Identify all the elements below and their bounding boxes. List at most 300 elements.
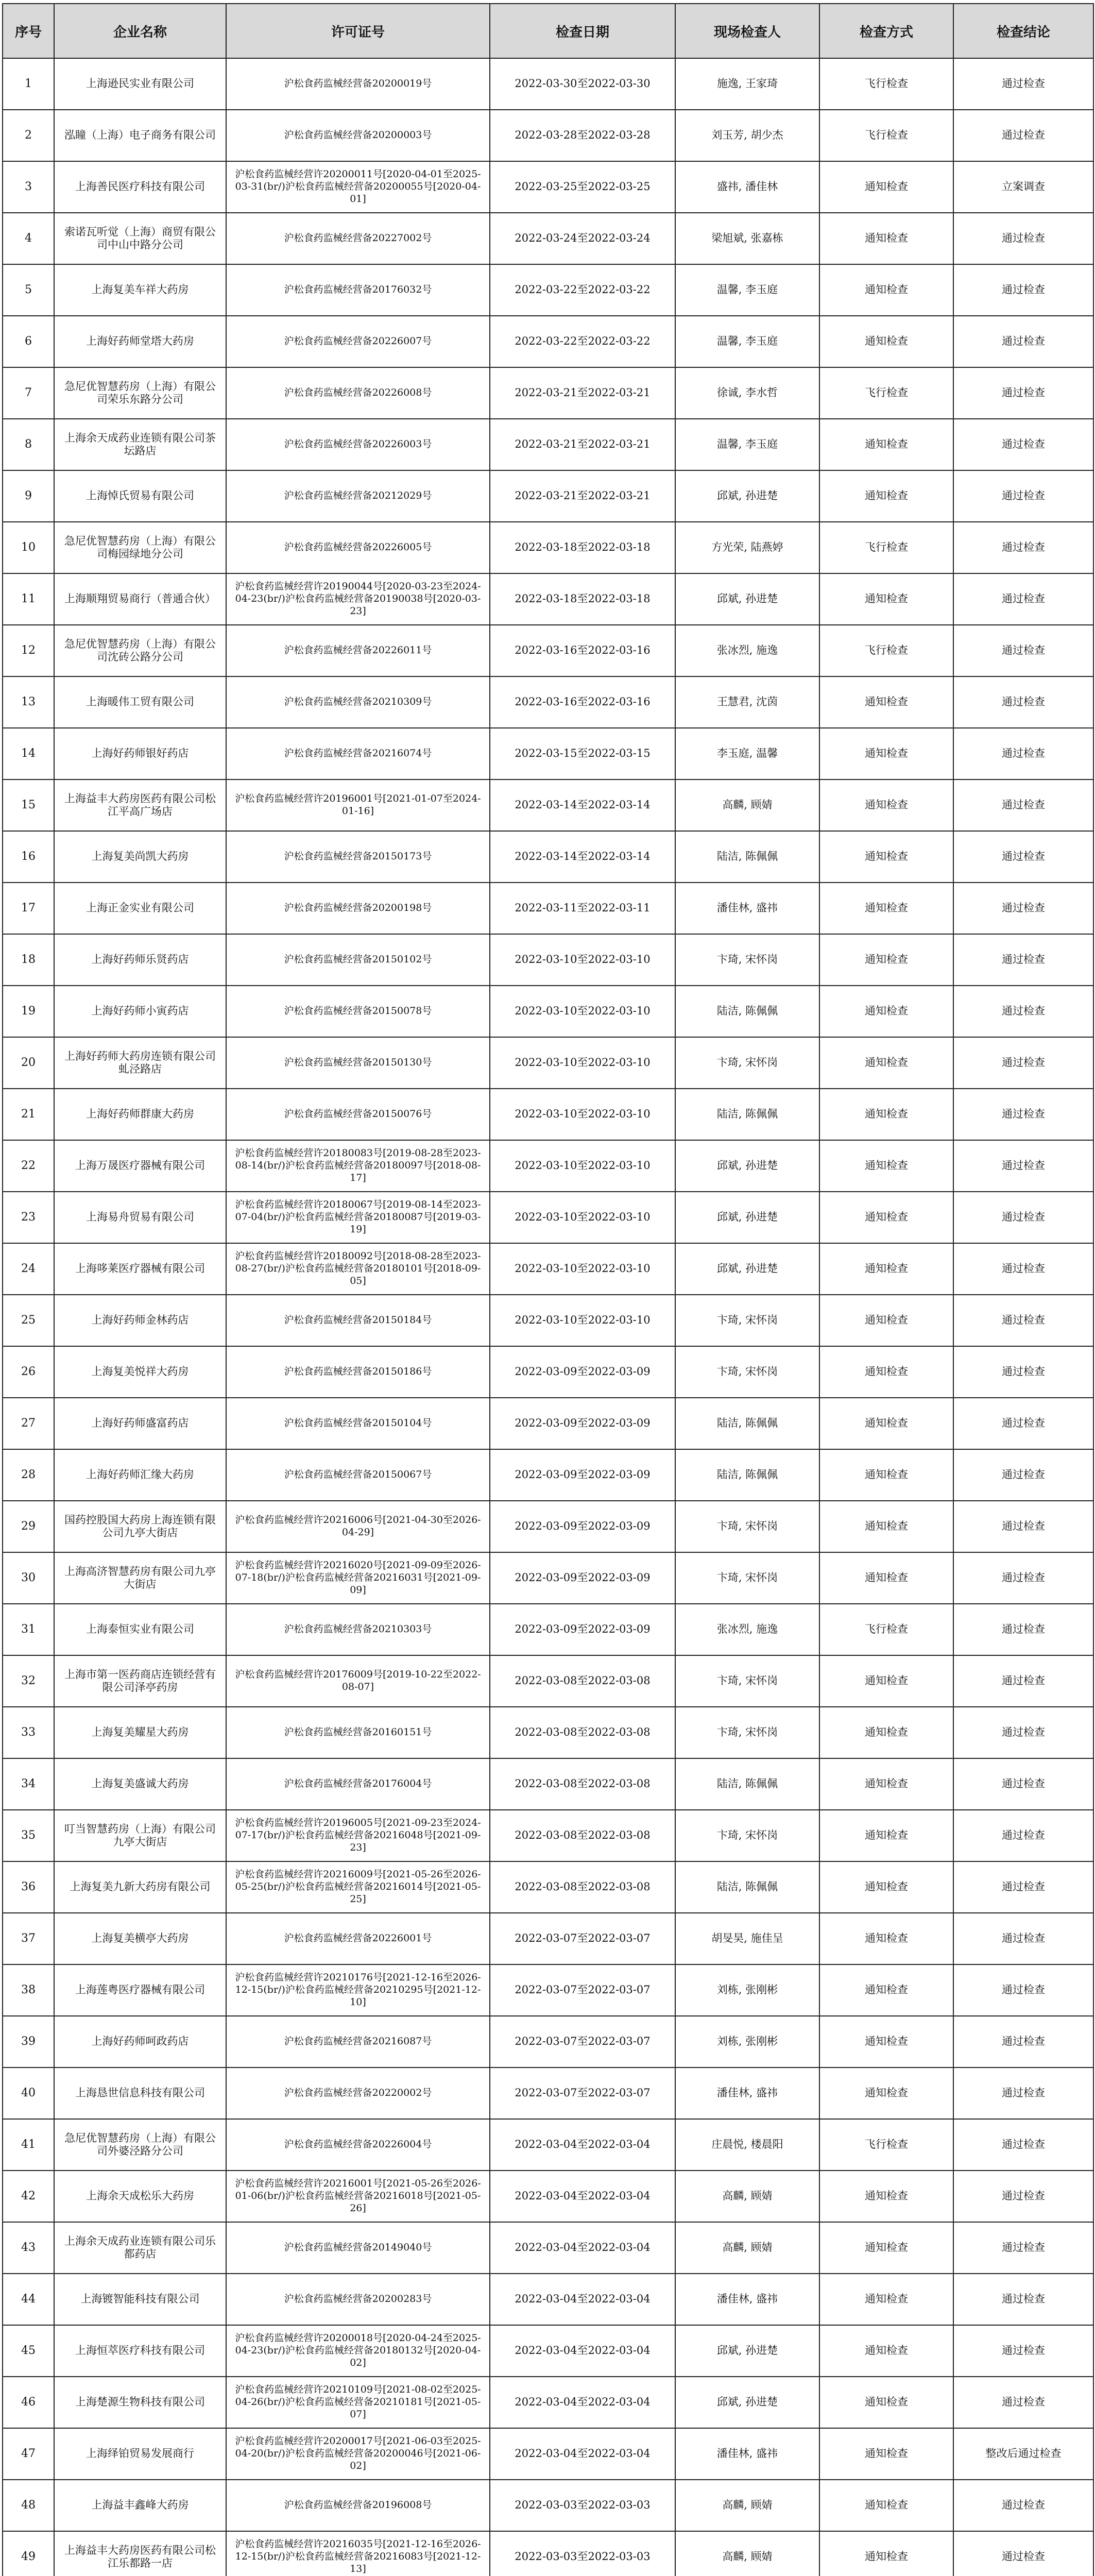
cell-date: 2022-03-09至2022-03-09	[490, 1552, 675, 1604]
cell-index: 20	[3, 1037, 54, 1089]
cell-license: 沪松食药监械经营备20150104号	[226, 1398, 490, 1449]
cell-date: 2022-03-10至2022-03-10	[490, 934, 675, 986]
cell-license: 沪松食药监械经营备20226005号	[226, 522, 490, 573]
table-row	[3, 831, 1093, 883]
cell-result: 通过检查	[953, 573, 1093, 625]
cell-index: 5	[3, 264, 54, 316]
cell-result: 通过检查	[953, 2119, 1093, 2171]
table-row	[3, 986, 1093, 1037]
cell-result: 通过检查	[953, 2016, 1093, 2067]
cell-method: 通知检查	[819, 1552, 953, 1604]
cell-date: 2022-03-10至2022-03-10	[490, 1140, 675, 1192]
cell-method: 通知检查	[819, 986, 953, 1037]
cell-license: 沪松食药监械经营许20180092号[2018-08-28至2023-08-27(br/)沪松食药监械经营备20180101号[2018-09-05]	[226, 1243, 490, 1295]
cell-license: 沪松食药监械经营备20150067号	[226, 1449, 490, 1501]
table-row	[3, 2377, 1093, 2428]
cell-method: 通知检查	[819, 1707, 953, 1758]
cell-date: 2022-03-10至2022-03-10	[490, 1037, 675, 1089]
cell-company: 上海复美尚凯大药房	[54, 831, 226, 883]
cell-date: 2022-03-22至2022-03-22	[490, 264, 675, 316]
cell-inspector: 卞琦, 宋怀岗	[675, 934, 819, 986]
cell-result: 通过检查	[953, 1346, 1093, 1398]
cell-inspector: 邱斌, 孙进楚	[675, 573, 819, 625]
cell-date: 2022-03-09至2022-03-09	[490, 1449, 675, 1501]
cell-date: 2022-03-08至2022-03-08	[490, 1655, 675, 1707]
cell-method: 飞行检查	[819, 58, 953, 110]
cell-method: 通知检查	[819, 831, 953, 883]
cell-license: 沪松食药监械经营备20150186号	[226, 1346, 490, 1398]
cell-index: 24	[3, 1243, 54, 1295]
cell-license: 沪松食药监械经营许20176009号[2019-10-22至2022-08-07]	[226, 1655, 490, 1707]
cell-inspector: 徐诚, 李水哲	[675, 367, 819, 419]
cell-inspector: 邱斌, 孙进楚	[675, 1192, 819, 1243]
table-row	[3, 213, 1093, 264]
cell-result: 通过检查	[953, 2531, 1093, 2576]
cell-inspector: 邱斌, 孙进楚	[675, 1140, 819, 1192]
cell-result: 通过检查	[953, 1861, 1093, 1913]
cell-inspector: 陆洁, 陈佩佩	[675, 986, 819, 1037]
table-row	[3, 676, 1093, 728]
cell-method: 通知检查	[819, 161, 953, 213]
cell-company: 上海好药师汇缘大药房	[54, 1449, 226, 1501]
cell-company: 索诺瓦听觉（上海）商贸有限公司中山中路分公司	[54, 213, 226, 264]
cell-company: 叮当智慧药房（上海）有限公司九亭大街店	[54, 1810, 226, 1861]
cell-date: 2022-03-04至2022-03-04	[490, 2171, 675, 2222]
cell-result: 通过检查	[953, 58, 1093, 110]
table-row	[3, 264, 1093, 316]
table-row	[3, 58, 1093, 110]
table-row	[3, 1037, 1093, 1089]
cell-company: 上海益丰大药房医药有限公司松江平高广场店	[54, 779, 226, 831]
table-row	[3, 1243, 1093, 1295]
table-row	[3, 934, 1093, 986]
cell-inspector: 高麟, 顾婧	[675, 2480, 819, 2531]
table-row	[3, 1449, 1093, 1501]
table-row	[3, 1346, 1093, 1398]
table-row	[3, 161, 1093, 213]
cell-license: 沪松食药监械经营许20196005号[2021-09-23至2024-07-17(br/)沪松食药监械经营备20216048号[2021-09-23]	[226, 1810, 490, 1861]
cell-result: 通过检查	[953, 522, 1093, 573]
cell-license: 沪松食药监械经营备20216087号	[226, 2016, 490, 2067]
cell-index: 11	[3, 573, 54, 625]
cell-index: 37	[3, 1913, 54, 1964]
cell-method: 通知检查	[819, 2377, 953, 2428]
table-row	[3, 1758, 1093, 1810]
cell-date: 2022-03-04至2022-03-04	[490, 2274, 675, 2325]
table-row	[3, 2325, 1093, 2377]
cell-company: 上海悼氏贸易有限公司	[54, 470, 226, 522]
cell-result: 通过检查	[953, 779, 1093, 831]
table-row	[3, 1655, 1093, 1707]
cell-method: 通知检查	[819, 1140, 953, 1192]
table-row	[3, 110, 1093, 161]
cell-company: 上海高济智慧药房有限公司九亭大街店	[54, 1552, 226, 1604]
cell-index: 27	[3, 1398, 54, 1449]
cell-method: 通知检查	[819, 1501, 953, 1552]
cell-result: 通过检查	[953, 2171, 1093, 2222]
cell-company: 上海好药师金林药店	[54, 1295, 226, 1346]
cell-license: 沪松食药监械经营备20176032号	[226, 264, 490, 316]
cell-method: 通知检查	[819, 779, 953, 831]
cell-inspector: 卞琦, 宋怀岗	[675, 1707, 819, 1758]
cell-inspector: 盛祎, 潘佳林	[675, 161, 819, 213]
cell-date: 2022-03-22至2022-03-22	[490, 316, 675, 367]
cell-company: 上海万晟医疗器械有限公司	[54, 1140, 226, 1192]
cell-company: 上海益丰大药房医药有限公司松江乐都路一店	[54, 2531, 226, 2576]
cell-result: 通过检查	[953, 2274, 1093, 2325]
cell-index: 15	[3, 779, 54, 831]
cell-result: 通过检查	[953, 1243, 1093, 1295]
cell-company: 上海复美悦祥大药房	[54, 1346, 226, 1398]
cell-license: 沪松食药监械经营备20200003号	[226, 110, 490, 161]
cell-company: 上海楚源生物科技有限公司	[54, 2377, 226, 2428]
cell-date: 2022-03-18至2022-03-18	[490, 522, 675, 573]
cell-method: 通知检查	[819, 1398, 953, 1449]
cell-date: 2022-03-04至2022-03-04	[490, 2222, 675, 2274]
cell-date: 2022-03-04至2022-03-04	[490, 2119, 675, 2171]
cell-date: 2022-03-04至2022-03-04	[490, 2377, 675, 2428]
cell-date: 2022-03-14至2022-03-14	[490, 779, 675, 831]
cell-company: 上海好药师呵政药店	[54, 2016, 226, 2067]
cell-index: 4	[3, 213, 54, 264]
cell-index: 19	[3, 986, 54, 1037]
cell-result: 通过检查	[953, 986, 1093, 1037]
cell-index: 34	[3, 1758, 54, 1810]
cell-method: 通知检查	[819, 2222, 953, 2274]
cell-index: 35	[3, 1810, 54, 1861]
header-index: 序号	[3, 4, 54, 58]
table-row	[3, 1707, 1093, 1758]
cell-date: 2022-03-04至2022-03-04	[490, 2428, 675, 2480]
cell-index: 30	[3, 1552, 54, 1604]
cell-license: 沪松食药监械经营许20216009号[2021-05-26至2026-05-25(br/)沪松食药监械经营备20216014号[2021-05-25]	[226, 1861, 490, 1913]
cell-license: 沪松食药监械经营备20227002号	[226, 213, 490, 264]
cell-inspector: 温馨, 李玉庭	[675, 419, 819, 470]
cell-inspector: 刘栋, 张刚彬	[675, 1964, 819, 2016]
cell-company: 上海绎铂贸易发展商行	[54, 2428, 226, 2480]
cell-inspector: 张冰烈, 施逸	[675, 1604, 819, 1655]
cell-company: 上海逊民实业有限公司	[54, 58, 226, 110]
cell-method: 通知检查	[819, 1192, 953, 1243]
cell-date: 2022-03-08至2022-03-08	[490, 1707, 675, 1758]
cell-method: 通知检查	[819, 2480, 953, 2531]
cell-index: 8	[3, 419, 54, 470]
cell-index: 9	[3, 470, 54, 522]
cell-company: 上海正金实业有限公司	[54, 883, 226, 934]
cell-result: 整改后通过检查	[953, 2428, 1093, 2480]
table-row	[3, 1913, 1093, 1964]
cell-result: 通过检查	[953, 1810, 1093, 1861]
table-row	[3, 1861, 1093, 1913]
cell-company: 上海哆莱医疗器械有限公司	[54, 1243, 226, 1295]
cell-method: 通知检查	[819, 1861, 953, 1913]
cell-license: 沪松食药监械经营备20150102号	[226, 934, 490, 986]
table-row	[3, 2274, 1093, 2325]
cell-result: 通过检查	[953, 1964, 1093, 2016]
cell-date: 2022-03-16至2022-03-16	[490, 625, 675, 676]
cell-index: 29	[3, 1501, 54, 1552]
cell-date: 2022-03-30至2022-03-30	[490, 58, 675, 110]
cell-index: 21	[3, 1089, 54, 1140]
cell-index: 2	[3, 110, 54, 161]
cell-date: 2022-03-04至2022-03-04	[490, 2325, 675, 2377]
cell-result: 通过检查	[953, 1398, 1093, 1449]
cell-result: 通过检查	[953, 367, 1093, 419]
cell-inspector: 高麟, 顾婧	[675, 2222, 819, 2274]
cell-license: 沪松食药监械经营许20210109号[2021-08-02至2025-04-26(br/)沪松食药监械经营备20210181号[2021-05-07]	[226, 2377, 490, 2428]
cell-date: 2022-03-14至2022-03-14	[490, 831, 675, 883]
cell-inspector: 潘佳林, 盛祎	[675, 883, 819, 934]
cell-company: 上海顺翔贸易商行（普通合伙）	[54, 573, 226, 625]
cell-index: 38	[3, 1964, 54, 2016]
cell-license: 沪松食药监械经营许20200018号[2020-04-24至2025-04-23(br/)沪松食药监械经营备20180132号[2020-04-02]	[226, 2325, 490, 2377]
cell-index: 36	[3, 1861, 54, 1913]
cell-inspector: 梁旭斌, 张嘉栋	[675, 213, 819, 264]
cell-inspector: 刘玉芳, 胡少杰	[675, 110, 819, 161]
cell-license: 沪松食药监械经营备20226003号	[226, 419, 490, 470]
cell-method: 通知检查	[819, 1655, 953, 1707]
cell-company: 泓瞳（上海）电子商务有限公司	[54, 110, 226, 161]
cell-company: 上海复美车祥大药房	[54, 264, 226, 316]
table-row	[3, 1552, 1093, 1604]
cell-date: 2022-03-24至2022-03-24	[490, 213, 675, 264]
cell-license: 沪松食药监械经营备20216074号	[226, 728, 490, 779]
cell-license: 沪松食药监械经营备20212029号	[226, 470, 490, 522]
cell-date: 2022-03-08至2022-03-08	[490, 1758, 675, 1810]
cell-company: 上海好药师小寅药店	[54, 986, 226, 1037]
cell-index: 6	[3, 316, 54, 367]
cell-inspector: 温馨, 李玉庭	[675, 316, 819, 367]
cell-inspector: 邱斌, 孙进楚	[675, 470, 819, 522]
cell-index: 48	[3, 2480, 54, 2531]
table-header	[3, 4, 1093, 58]
cell-company: 上海复美九新大药房有限公司	[54, 1861, 226, 1913]
table-row	[3, 1398, 1093, 1449]
cell-license: 沪松食药监械经营备20226004号	[226, 2119, 490, 2171]
cell-index: 22	[3, 1140, 54, 1192]
cell-company: 急尼优智慧药房（上海）有限公司外婆泾路分公司	[54, 2119, 226, 2171]
cell-inspector: 陆洁, 陈佩佩	[675, 1758, 819, 1810]
cell-index: 28	[3, 1449, 54, 1501]
cell-license: 沪松食药监械经营许20180067号[2019-08-14至2023-07-04(br/)沪松食药监械经营备20180087号[2019-03-19]	[226, 1192, 490, 1243]
cell-result: 通过检查	[953, 1604, 1093, 1655]
table-row	[3, 1501, 1093, 1552]
cell-method: 通知检查	[819, 1089, 953, 1140]
inspection-table	[2, 3, 1094, 2576]
cell-date: 2022-03-10至2022-03-10	[490, 986, 675, 1037]
cell-date: 2022-03-11至2022-03-11	[490, 883, 675, 934]
cell-index: 40	[3, 2067, 54, 2119]
cell-index: 41	[3, 2119, 54, 2171]
cell-result: 通过检查	[953, 676, 1093, 728]
cell-result: 通过检查	[953, 110, 1093, 161]
cell-date: 2022-03-08至2022-03-08	[490, 1861, 675, 1913]
cell-result: 通过检查	[953, 1140, 1093, 1192]
cell-index: 49	[3, 2531, 54, 2576]
cell-license: 沪松食药监械经营许20216020号[2021-09-09至2026-07-18(br/)沪松食药监械经营备20216031号[2021-09-09]	[226, 1552, 490, 1604]
cell-company: 急尼优智慧药房（上海）有限公司梅园绿地分公司	[54, 522, 226, 573]
cell-index: 45	[3, 2325, 54, 2377]
cell-result: 通过检查	[953, 1089, 1093, 1140]
cell-method: 通知检查	[819, 883, 953, 934]
cell-inspector: 潘佳林, 盛祎	[675, 2428, 819, 2480]
cell-license: 沪松食药监械经营备20210309号	[226, 676, 490, 728]
cell-method: 通知检查	[819, 470, 953, 522]
cell-inspector: 陆洁, 陈佩佩	[675, 831, 819, 883]
table-row	[3, 419, 1093, 470]
cell-method: 飞行检查	[819, 1604, 953, 1655]
cell-inspector: 卞琦, 宋怀岗	[675, 1346, 819, 1398]
table-row	[3, 1810, 1093, 1861]
cell-date: 2022-03-03至2022-03-03	[490, 2480, 675, 2531]
cell-result: 通过检查	[953, 1655, 1093, 1707]
cell-result: 通过检查	[953, 1037, 1093, 1089]
cell-index: 12	[3, 625, 54, 676]
header-row	[3, 4, 1093, 58]
cell-index: 3	[3, 161, 54, 213]
cell-date: 2022-03-18至2022-03-18	[490, 573, 675, 625]
header-method: 检查方式	[819, 4, 953, 58]
header-date: 检查日期	[490, 4, 675, 58]
cell-date: 2022-03-16至2022-03-16	[490, 676, 675, 728]
cell-license: 沪松食药监械经营备20200283号	[226, 2274, 490, 2325]
cell-company: 上海复美耀星大药房	[54, 1707, 226, 1758]
cell-result: 通过检查	[953, 2325, 1093, 2377]
cell-index: 32	[3, 1655, 54, 1707]
cell-method: 通知检查	[819, 2274, 953, 2325]
cell-method: 通知检查	[819, 934, 953, 986]
cell-date: 2022-03-10至2022-03-10	[490, 1089, 675, 1140]
cell-license: 沪松食药监械经营备20149040号	[226, 2222, 490, 2274]
cell-company: 上海余天成松乐大药房	[54, 2171, 226, 2222]
cell-index: 7	[3, 367, 54, 419]
table-row	[3, 1192, 1093, 1243]
cell-inspector: 卞琦, 宋怀岗	[675, 1810, 819, 1861]
cell-license: 沪松食药监械经营备20226007号	[226, 316, 490, 367]
cell-index: 17	[3, 883, 54, 934]
cell-index: 39	[3, 2016, 54, 2067]
table-row	[3, 522, 1093, 573]
cell-company: 上海好药师大药房连锁有限公司虬泾路店	[54, 1037, 226, 1089]
cell-method: 通知检查	[819, 1449, 953, 1501]
table-row	[3, 2222, 1093, 2274]
cell-method: 通知检查	[819, 1037, 953, 1089]
cell-method: 通知检查	[819, 573, 953, 625]
cell-date: 2022-03-09至2022-03-09	[490, 1346, 675, 1398]
cell-inspector: 施逸, 王家琦	[675, 58, 819, 110]
cell-company: 上海好药师乐贤药店	[54, 934, 226, 986]
cell-company: 急尼优智慧药房（上海）有限公司沈砖公路分公司	[54, 625, 226, 676]
table-row	[3, 573, 1093, 625]
cell-company: 上海莲粤医疗器械有限公司	[54, 1964, 226, 2016]
cell-license: 沪松食药监械经营备20150076号	[226, 1089, 490, 1140]
cell-company: 上海好药师堂塔大药房	[54, 316, 226, 367]
cell-license: 沪松食药监械经营备20226011号	[226, 625, 490, 676]
cell-inspector: 胡旻昊, 施佳呈	[675, 1913, 819, 1964]
cell-inspector: 张冰烈, 施逸	[675, 625, 819, 676]
cell-result: 通过检查	[953, 1707, 1093, 1758]
table-row	[3, 1295, 1093, 1346]
cell-method: 通知检查	[819, 419, 953, 470]
table-row	[3, 2119, 1093, 2171]
cell-index: 26	[3, 1346, 54, 1398]
cell-index: 14	[3, 728, 54, 779]
cell-date: 2022-03-10至2022-03-10	[490, 1192, 675, 1243]
cell-result: 通过检查	[953, 264, 1093, 316]
cell-inspector: 高麟, 顾婧	[675, 779, 819, 831]
cell-result: 通过检查	[953, 831, 1093, 883]
cell-result: 通过检查	[953, 1552, 1093, 1604]
table-row	[3, 2067, 1093, 2119]
cell-method: 通知检查	[819, 2171, 953, 2222]
cell-company: 上海余天成药业连锁有限公司茶坛路店	[54, 419, 226, 470]
cell-license: 沪松食药监械经营许20216001号[2021-05-26至2026-01-06(br/)沪松食药监械经营备20216018号[2021-05-26]	[226, 2171, 490, 2222]
cell-result: 通过检查	[953, 213, 1093, 264]
cell-license: 沪松食药监械经营备20150184号	[226, 1295, 490, 1346]
cell-result: 通过检查	[953, 934, 1093, 986]
cell-date: 2022-03-09至2022-03-09	[490, 1398, 675, 1449]
cell-company: 上海恳世信息科技有限公司	[54, 2067, 226, 2119]
cell-index: 44	[3, 2274, 54, 2325]
cell-method: 通知检查	[819, 316, 953, 367]
cell-license: 沪松食药监械经营备20226008号	[226, 367, 490, 419]
cell-inspector: 邱斌, 孙进楚	[675, 2377, 819, 2428]
header-company: 企业名称	[54, 4, 226, 58]
cell-inspector: 卞琦, 宋怀岗	[675, 1295, 819, 1346]
cell-company: 上海易舟贸易有限公司	[54, 1192, 226, 1243]
cell-company: 上海泰恒实业有限公司	[54, 1604, 226, 1655]
cell-result: 通过检查	[953, 2377, 1093, 2428]
cell-date: 2022-03-08至2022-03-08	[490, 1810, 675, 1861]
cell-company: 上海复美横亭大药房	[54, 1913, 226, 1964]
cell-license: 沪松食药监械经营许20196001号[2021-01-07至2024-01-16]	[226, 779, 490, 831]
header-result: 检查结论	[953, 4, 1093, 58]
cell-inspector: 陆洁, 陈佩佩	[675, 1089, 819, 1140]
table-row	[3, 728, 1093, 779]
cell-result: 通过检查	[953, 2222, 1093, 2274]
cell-date: 2022-03-21至2022-03-21	[490, 470, 675, 522]
cell-method: 通知检查	[819, 728, 953, 779]
cell-method: 通知检查	[819, 264, 953, 316]
cell-method: 通知检查	[819, 2428, 953, 2480]
cell-inspector: 方光荣, 陆燕婷	[675, 522, 819, 573]
cell-index: 10	[3, 522, 54, 573]
cell-index: 47	[3, 2428, 54, 2480]
cell-result: 立案调查	[953, 161, 1093, 213]
cell-license: 沪松食药监械经营备20200198号	[226, 883, 490, 934]
cell-date: 2022-03-07至2022-03-07	[490, 2016, 675, 2067]
cell-license: 沪松食药监械经营许20180083号[2019-08-28至2023-08-14(br/)沪松食药监械经营备20180097号[2018-08-17]	[226, 1140, 490, 1192]
cell-inspector: 王慧君, 沈茵	[675, 676, 819, 728]
cell-company: 上海好药师群康大药房	[54, 1089, 226, 1140]
cell-method: 通知检查	[819, 1810, 953, 1861]
cell-license: 沪松食药监械经营许20216006号[2021-04-30至2026-04-29]	[226, 1501, 490, 1552]
cell-result: 通过检查	[953, 625, 1093, 676]
cell-result: 通过检查	[953, 2480, 1093, 2531]
cell-license: 沪松食药监械经营备20150173号	[226, 831, 490, 883]
cell-method: 通知检查	[819, 676, 953, 728]
cell-date: 2022-03-03至2022-03-03	[490, 2531, 675, 2576]
cell-license: 沪松食药监械经营许20216035号[2021-12-16至2026-12-15(br/)沪松食药监械经营备20216083号[2021-12-13]	[226, 2531, 490, 2576]
cell-license: 沪松食药监械经营备20210303号	[226, 1604, 490, 1655]
cell-method: 飞行检查	[819, 2119, 953, 2171]
cell-method: 通知检查	[819, 213, 953, 264]
cell-date: 2022-03-21至2022-03-21	[490, 367, 675, 419]
cell-method: 通知检查	[819, 2067, 953, 2119]
cell-method: 飞行检查	[819, 110, 953, 161]
cell-inspector: 卞琦, 宋怀岗	[675, 1501, 819, 1552]
cell-date: 2022-03-09至2022-03-09	[490, 1604, 675, 1655]
